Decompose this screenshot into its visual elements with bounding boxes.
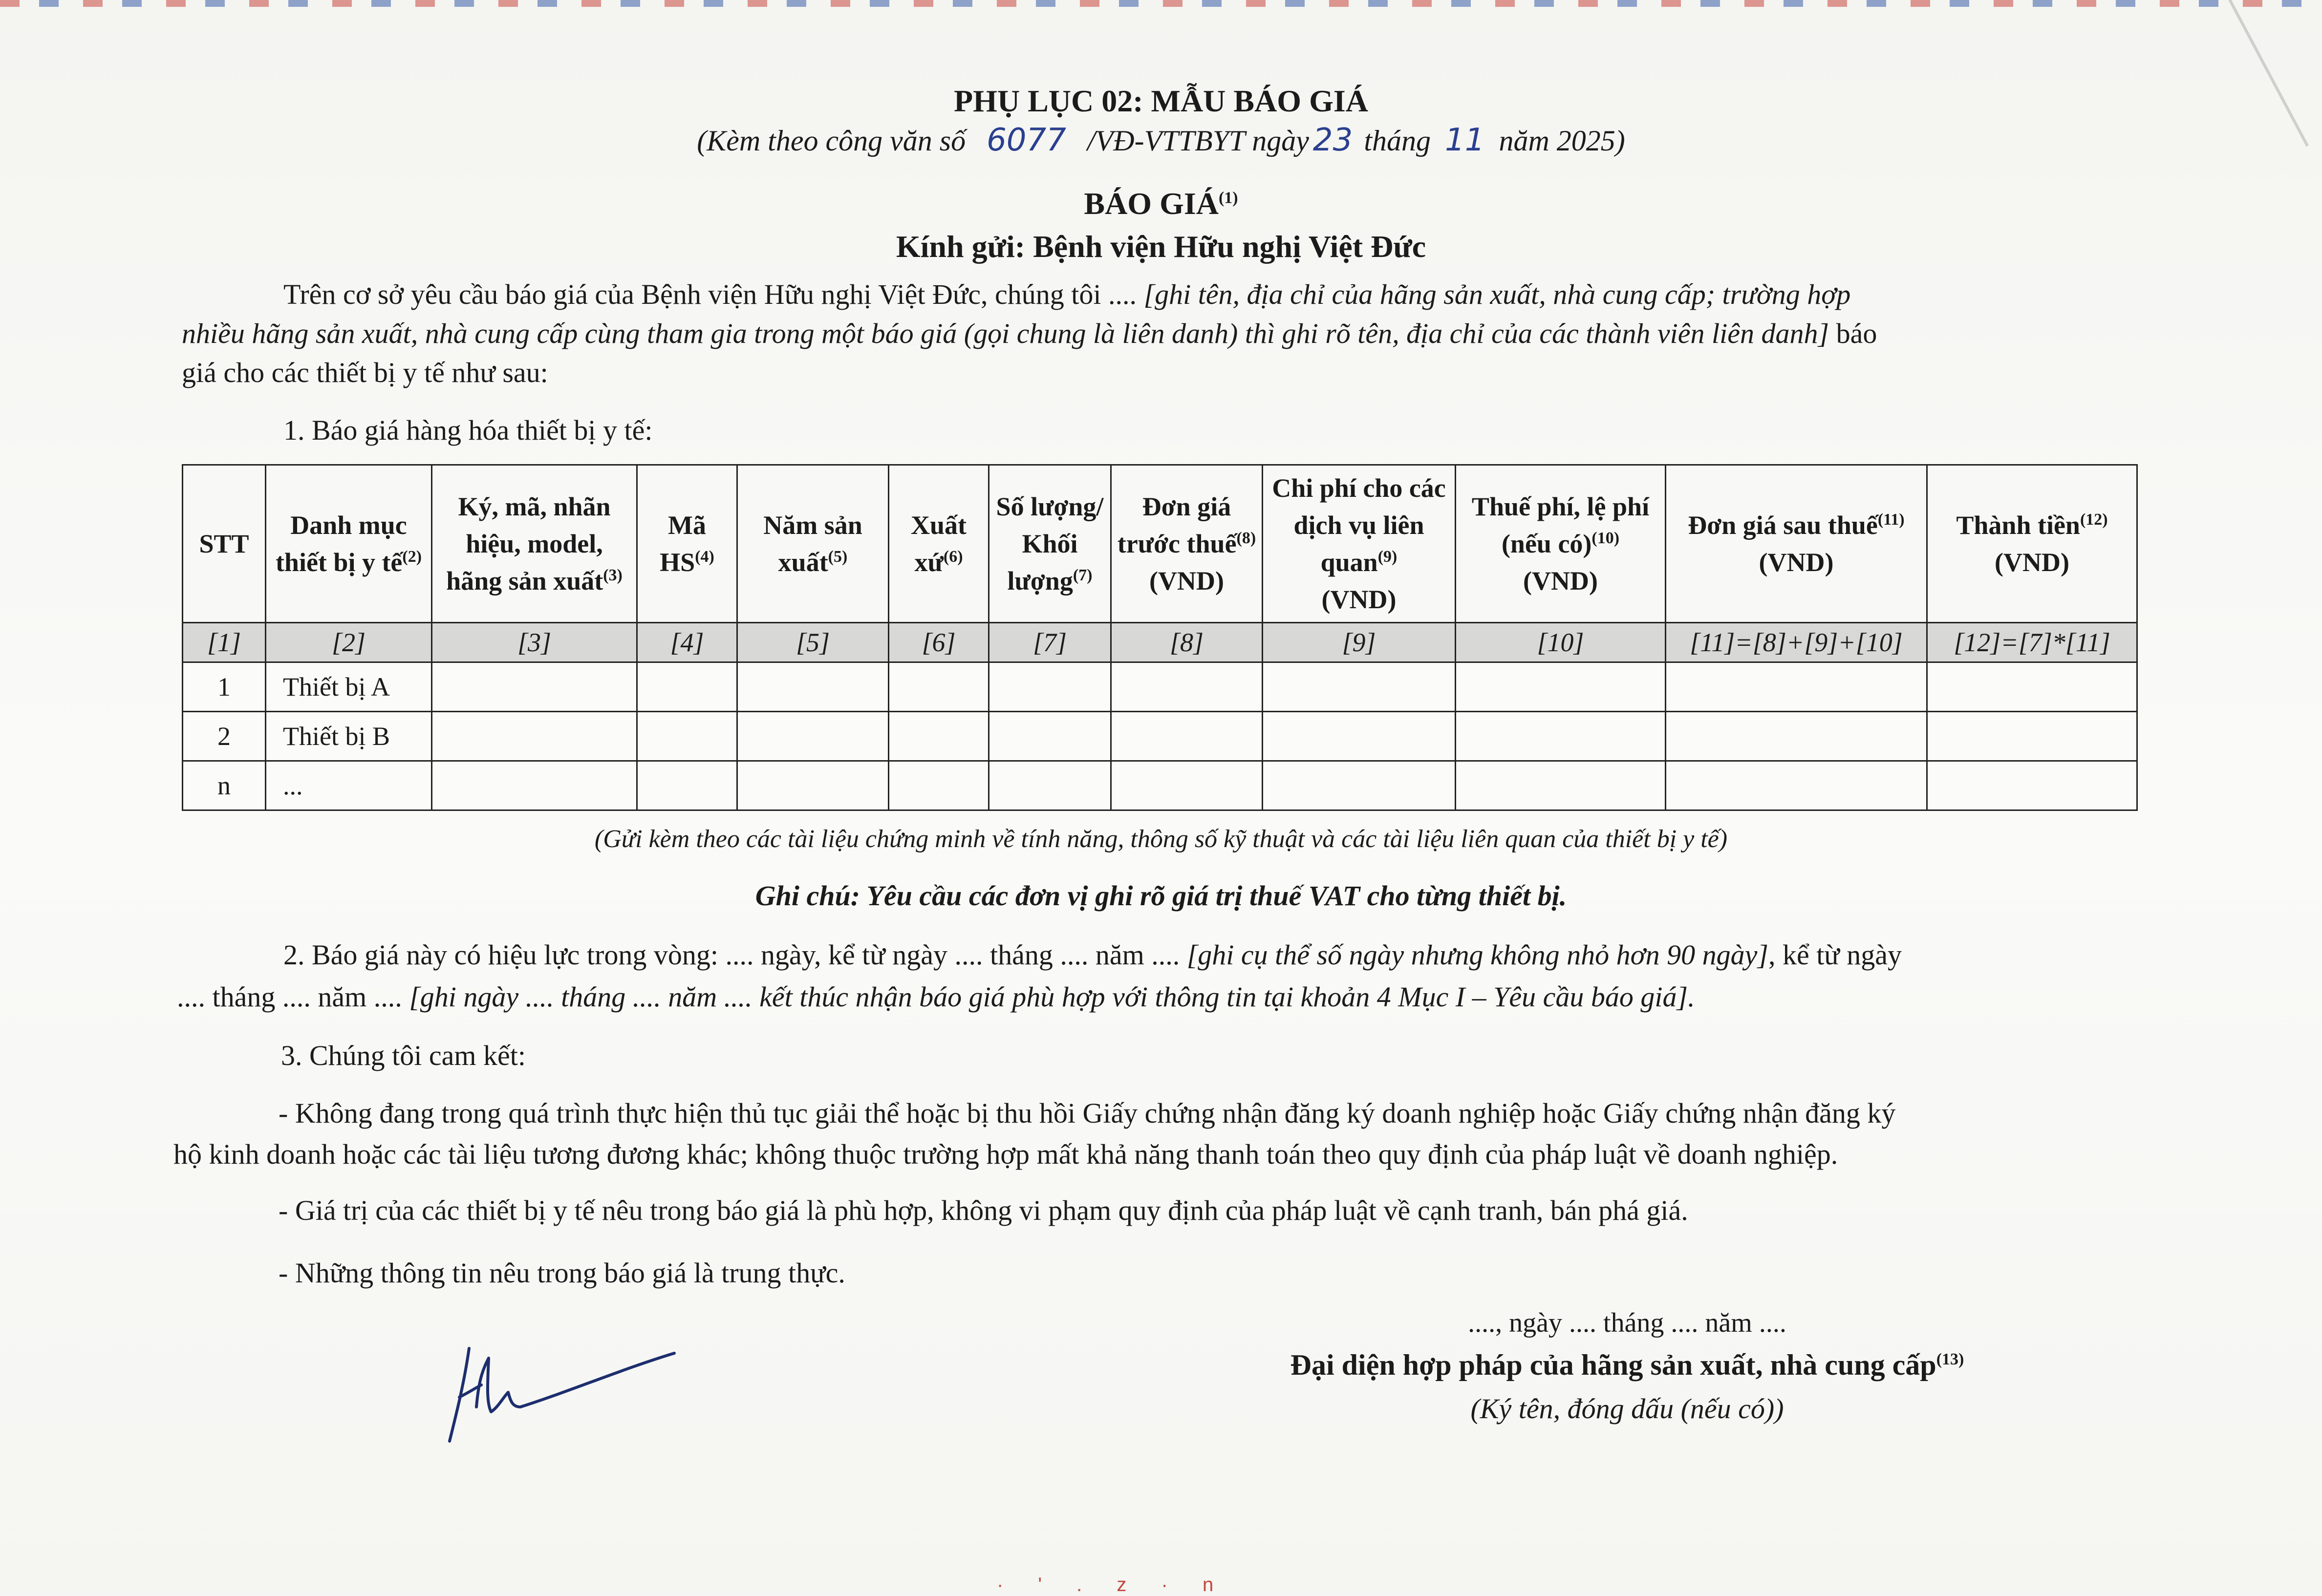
index-cell: [11]=[8]+[9]+[10] <box>1666 623 1927 662</box>
table-row <box>183 712 2137 761</box>
table-cell <box>1263 761 1456 810</box>
intro-line-2-italic: nhiều hãng sản xuất, nhà cung cấp cùng tham gia trong một báo giá (gọi chung là liên danh) thì ghi rõ tên, địa chỉ của các thành viên liên danh] <box>182 318 1829 349</box>
bottom-stamp-marks: · ' . z · n <box>997 1574 1228 1596</box>
reference-suffix: năm 2025) <box>1499 125 1625 157</box>
table-cell <box>432 662 637 712</box>
table-cell <box>1456 761 1666 810</box>
table-cell <box>1456 712 1666 761</box>
table-cell <box>989 662 1111 712</box>
table-cell <box>1263 712 1456 761</box>
table-cell <box>1111 662 1263 712</box>
table-cell <box>1666 761 1927 810</box>
table-index-row <box>183 623 2137 662</box>
table-cell <box>737 712 889 761</box>
representative-text: Đại diện hợp pháp của hãng sản xuất, nhà cung cấp <box>1290 1349 1936 1381</box>
header-origin: Xuất xứ$^{(6)}$ <box>889 465 989 623</box>
header-hs-code: Mã HS$^{(4)}$ <box>637 465 737 623</box>
addressee: Kính gửi: Bệnh viện Hữu nghị Việt Đức <box>896 229 1426 264</box>
section-2-line-2 <box>177 976 1695 1018</box>
attachment-note: (Gửi kèm theo các tài liệu chứng minh về tính năng, thông số kỹ thuật và các tài liệu liên quan của thiết bị y tế) <box>594 825 1728 853</box>
table-cell <box>889 662 989 712</box>
table-cell <box>1666 712 1927 761</box>
table-cell: Thiết bị A <box>266 662 432 712</box>
commitment-3: - Những thông tin nêu trong báo giá là trung thực. <box>279 1257 845 1289</box>
header-total: Thành tiền$^{(12)}$ (VND) <box>1927 465 2137 623</box>
top-stamp-strip <box>0 0 2322 7</box>
handwritten-signature <box>430 1339 684 1456</box>
vat-note: Ghi chú: Yêu cầu các đơn vị ghi rõ giá trị thuế VAT cho từng thiết bị. <box>755 880 1567 912</box>
commitment-1-line-1: - Không đang trong quá trình thực hiện thủ tục giải thể hoặc bị thu hồi Giấy chứng nhận đăng ký doanh nghiệp hoặc Giấy chứng nhận đăng ký <box>279 1097 1896 1129</box>
commitment-1-line-2: hộ kinh doanh hoặc các tài liệu tương đương khác; không thuộc trường hợp mất khả năng thanh toán theo quy định của pháp luật về doanh nghiệp. <box>173 1138 1838 1170</box>
intro-line-1-plain: Trên cơ sở yêu cầu báo giá của Bệnh viện Hữu nghị Việt Đức, chúng tôi .... <box>283 278 1144 310</box>
table-cell: n <box>183 761 266 810</box>
appendix-title: PHỤ LỤC 02: MẪU BÁO GIÁ <box>954 84 1368 118</box>
index-cell: [6] <box>889 623 989 662</box>
intro-line-1-italic: [ghi tên, địa chỉ của hãng sản xuất, nhà cung cấp; trường hợp <box>1143 278 1851 310</box>
index-cell: [7] <box>989 623 1111 662</box>
header-model-brand: Ký, mã, nhãn hiệu, model, hãng sản xuất$^{(3)}$ <box>432 465 637 623</box>
index-cell: [4] <box>637 623 737 662</box>
header-device-list: Danh mục thiết bị y tế$^{(2)}$ <box>266 465 432 623</box>
header-year: Năm sản xuất$^{(5)}$ <box>737 465 889 623</box>
index-cell: [12]=[7]*[11] <box>1927 623 2137 662</box>
signature-note: (Ký tên, đóng dấu (nếu có)) <box>1470 1393 1784 1425</box>
intro-line-2 <box>182 313 1877 354</box>
table-cell <box>889 712 989 761</box>
header-tax-fee: Thuế phí, lệ phí (nếu có)$^{(10)}$ (VND) <box>1456 465 1666 623</box>
reference-middle: /VĐ-VTTBYT ngày <box>1087 125 1309 157</box>
table-cell: 1 <box>183 662 266 712</box>
header-quantity: Số lượng/ Khối lượng$^{(7)}$ <box>989 465 1111 623</box>
reference-day-handwritten: 23 <box>1312 122 1353 158</box>
table-cell <box>432 761 637 810</box>
table-row <box>183 761 2137 810</box>
table-cell <box>989 761 1111 810</box>
table-cell <box>1927 712 2137 761</box>
section-2-line-2-italic: [ghi ngày .... tháng .... năm .... kết thúc nhận báo giá phù hợp với thông tin tại khoản 4 Mục I – Yêu cầu báo giá]. <box>409 981 1695 1013</box>
table-cell <box>1927 662 2137 712</box>
document-title-footnote: (1) <box>1218 189 1238 207</box>
header-price-pre-tax: Đơn giá trước thuế$^{(8)}$ (VND) <box>1111 465 1263 623</box>
reference-line <box>0 122 2322 158</box>
intro-line-2-plain: báo <box>1829 318 1877 349</box>
table-header-row <box>183 465 2137 623</box>
section-2-line-1-italic: [ghi cụ thể số ngày nhưng không nhỏ hơn 90 ngày] <box>1186 939 1768 971</box>
header-service-cost: Chi phí cho các dịch vụ liên quan$^{(9)}$ (VND) <box>1263 465 1456 623</box>
table-row <box>183 662 2137 712</box>
reference-month-word: tháng <box>1364 125 1431 157</box>
index-cell: [8] <box>1111 623 1263 662</box>
quotation-table <box>182 464 2138 811</box>
section-2-line-1-plain: 2. Báo giá này có hiệu lực trong vòng: .... ngày, kể từ ngày .... tháng .... năm .... <box>283 939 1187 971</box>
signature-date-line: ...., ngày .... tháng .... năm .... <box>1468 1308 1786 1338</box>
table-cell: 2 <box>183 712 266 761</box>
section-3-heading: 3. Chúng tôi cam kết: <box>281 1040 526 1071</box>
table-cell <box>889 761 989 810</box>
index-cell: [5] <box>737 623 889 662</box>
table-cell <box>1111 712 1263 761</box>
reference-month-handwritten: 11 <box>1445 122 1485 158</box>
intro-line-3: giá cho các thiết bị y tế như sau: <box>182 357 548 388</box>
index-cell: [3] <box>432 623 637 662</box>
table-cell <box>1927 761 2137 810</box>
reference-prefix: (Kèm theo công văn số <box>697 125 966 157</box>
section-2-line-2-plain: .... tháng .... năm .... <box>177 981 409 1013</box>
table-cell <box>432 712 637 761</box>
index-cell: [2] <box>266 623 432 662</box>
table-cell <box>737 761 889 810</box>
table-cell <box>637 761 737 810</box>
document-title-text: BÁO GIÁ <box>1084 186 1219 221</box>
table-cell <box>1263 662 1456 712</box>
section-1-heading: 1. Báo giá hàng hóa thiết bị y tế: <box>283 414 653 446</box>
table-cell <box>737 662 889 712</box>
index-cell: [1] <box>183 623 266 662</box>
table-cell <box>1111 761 1263 810</box>
intro-line-1 <box>283 274 1850 315</box>
section-2-line-1-tail: , kể từ ngày <box>1768 939 1902 971</box>
table-cell <box>1456 662 1666 712</box>
document-title <box>0 186 2322 222</box>
table-cell: ... <box>266 761 432 810</box>
header-price-after-tax: Đơn giá sau thuế$^{(11)}$ (VND) <box>1666 465 1927 623</box>
section-2-line-1 <box>283 934 1902 976</box>
table-cell <box>1666 662 1927 712</box>
commitment-2: - Giá trị của các thiết bị y tế nêu trong báo giá là phù hợp, không vi phạm quy định của pháp luật về cạnh tranh, bán phá giá. <box>279 1194 1688 1226</box>
table-cell <box>637 712 737 761</box>
signature-representative <box>1197 1348 2057 1382</box>
index-cell: [9] <box>1263 623 1456 662</box>
reference-number-handwritten: 6077 <box>987 122 1066 158</box>
header-stt: STT <box>183 465 266 623</box>
table-cell <box>989 712 1111 761</box>
table-cell <box>637 662 737 712</box>
table-cell: Thiết bị B <box>266 712 432 761</box>
index-cell: [10] <box>1456 623 1666 662</box>
representative-footnote: (13) <box>1936 1350 1964 1368</box>
